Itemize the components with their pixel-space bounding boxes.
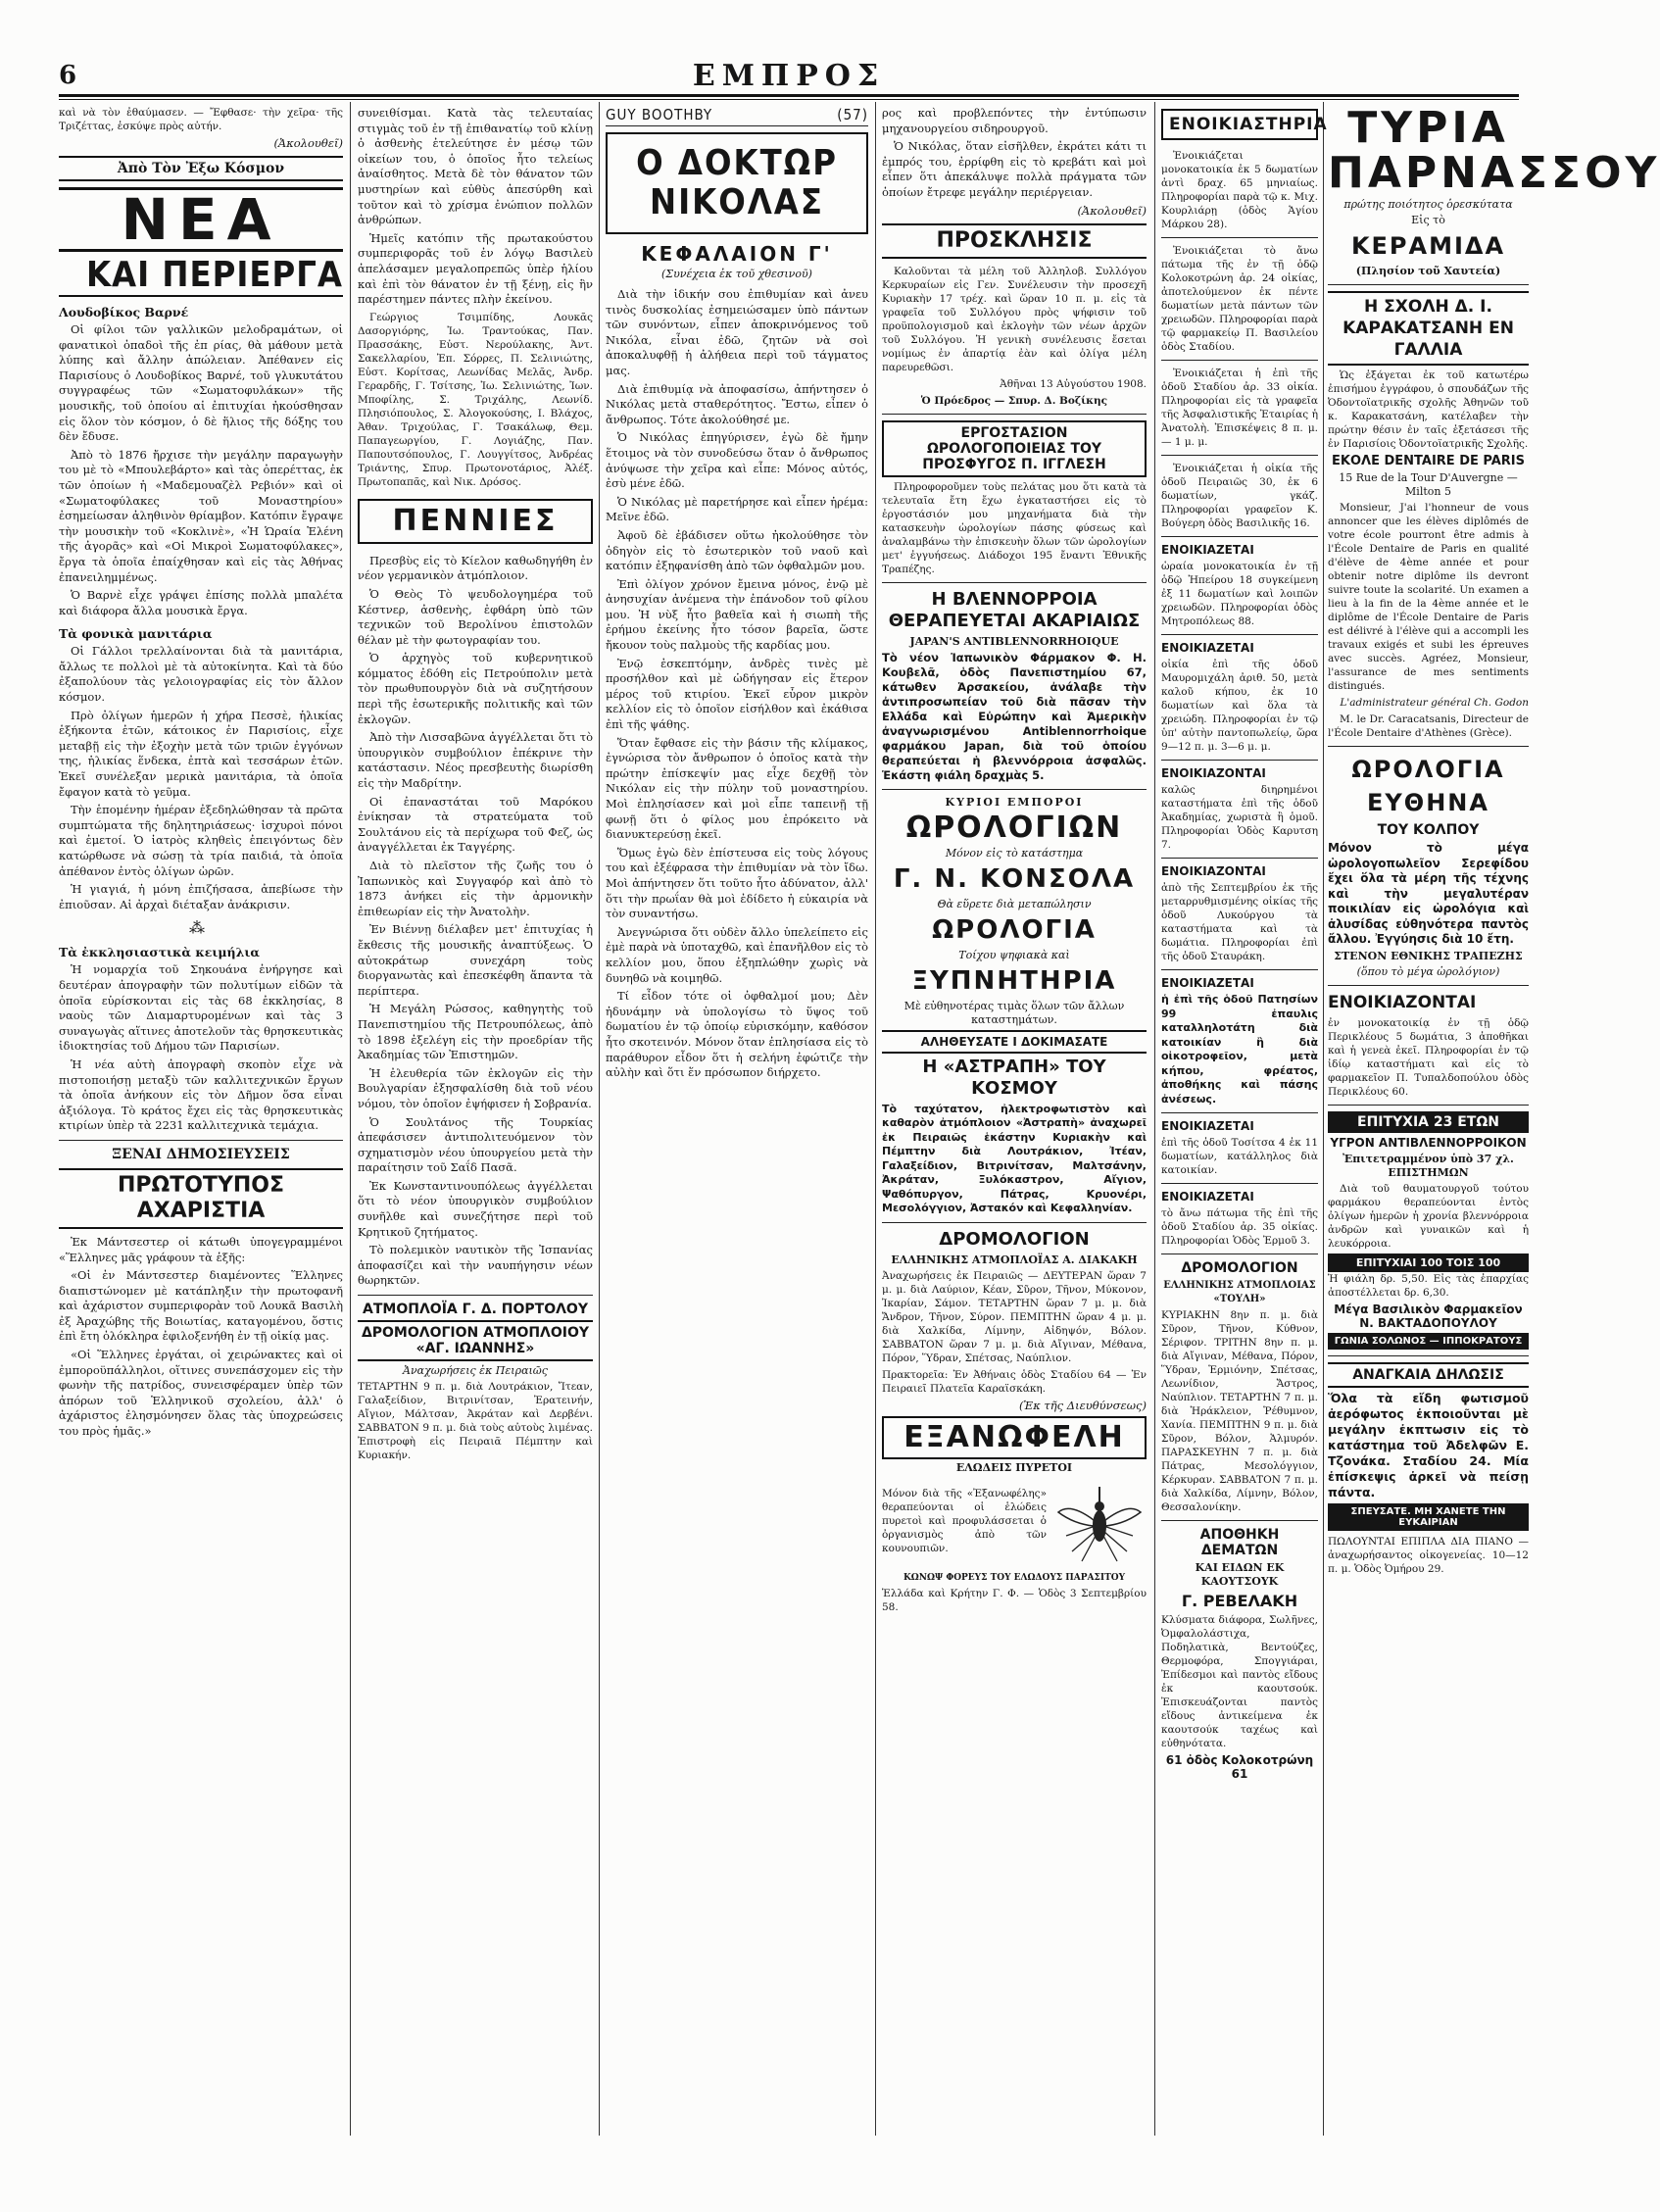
- page-header: [59, 59, 1519, 93]
- ad-note: (ὅπου τὸ μέγα ὡρολόγιον): [1356, 964, 1500, 978]
- ad-footer: ΣΠΕΥΣΑΤΕ. ΜΗ ΧΑΝΕΤΕ ΤΗΝ ΕΥΚΑΙΡΙΑΝ: [1328, 1503, 1529, 1531]
- ad-title: Η ΣΧΟΛΗ Δ. Ι. ΚΑΡΑΚΑΤΣΑΝΗ ΕΝ ΓΑΛΛΙΑ: [1328, 291, 1529, 366]
- rental-heading: ΕΝΟΙΚΙΑΖΕΤΑΙ: [1161, 641, 1254, 655]
- serial-paragraph: Ἐπὶ ὀλίγον χρόνον ἔμεινα μόνος, ἐνῷ μὲ ἀνησυχίαν ἀνέμενα τὴν ἐπάνοδον τοῦ φίλου μου. Ἡ νὺξ ἦτο βαθεῖα καὶ ἡ σιωπὴ τῆς ἐρήμου ἐκείνης ἦτο τόσον βαρεῖα, ὥστε ἤκουον τοὺς παλμοὺς τῆς καρδίας μου.: [606, 576, 868, 653]
- article-title: Τὰ ἐκκλησιαστικὰ κειμήλια: [59, 945, 261, 960]
- ad-price: Ἡ φιάλη δρ. 5,50. Εἰς τὰς ἐπαρχίας ἀποστέλλεται δρ. 6,30.: [1328, 1272, 1529, 1299]
- ad-body: Μὲ εὐθηνοτέρας τιμὰς ὅλων τῶν ἄλλων καταστημάτων.: [903, 999, 1125, 1026]
- serial-paragraph: Ὁ Νικόλας ἐπηγύρισεν, ἐγὼ δὲ ἤμην ἕτοιμος νὰ τὸν συνοδεύσω ὅταν ὁ ἄνθρωπος ἀνύψωσε τὴν χεῖρα καὶ εἶπε: Μόνος αὐτός, ἐσὺ μένε ἐδῶ.: [606, 430, 868, 491]
- column-ads-right: [1328, 103, 1660, 2125]
- ad-title: ΩΡΟΛΟΓΙΑ ΕΥΘΗΝΑ: [1351, 756, 1505, 816]
- rental-listing: Ἐνοικιάζεται ἡ ἐπὶ τῆς ὁδοῦ Σταδίου ἀρ. 33 οἰκία. Πληροφορίαι εἰς τὰ γραφεῖα τῆς Ἀσφαλιστικῆς Ἑταιρίας ἡ Ἀνατολὴ. Ἐπισκέψεις 8 π. μ. — 1 μ. μ.: [1161, 368, 1318, 448]
- ad-kicker: ΚΥΡΙΟΙ ΕΜΠΟΡΟΙ: [945, 795, 1084, 809]
- article-title: Τὰ φονικὰ μανιτάρια: [59, 626, 213, 642]
- rental-listing: ἡ ἐπὶ τῆς ὁδοῦ Πατησίων 99 ἐπαυλις καταλληλοτάτη διὰ κατοικίαν ἢ διὰ οἰκοτροφεῖον, μετὰ κήπου, φρέατος, ἀποθήκης καὶ πάσης ἀνέσεως.: [1161, 993, 1318, 1106]
- rentals-title: ΕΝΟΙΚΙΑΣΤΗΡΙΑ: [1161, 109, 1318, 140]
- ad-caption: ΚΩΝΩΨ ΦΟΡΕΥΣ ΤΟΥ ΕΛΩΔΟΥΣ ΠΑΡΑΣΙΤΟΥ: [903, 1572, 1126, 1583]
- serial-paragraph: Διὰ τὴν ἰδικήν σου ἐπιθυμίαν καὶ ἀνευ τινὸς δυσκολίας ἐσημειώσαμεν ὑπὸ πάντων τῶν συνόντων, εἶπεν ἀποκρινόμενος τοῦ Νικόλα, εἶναι ἐδῶ, ζητῶν νὰ σοὶ ἀποκαλυφθῇ ἡ ἀλήθεια περὶ τοῦ τάγματος μας.: [606, 287, 868, 377]
- news-item: Διὰ τὸ πλεῖστον τῆς ζωῆς του ὁ Ἰαπωνικὸς καὶ Συγγαφόρ καὶ ἀπὸ τὸ 1873 ἀνήκει εἰς τὴν ἀρμονικὴν ἐπιθεωρίαν εἰς τὴν Ἀνατολὴν.: [358, 859, 593, 918]
- ad-footer: ΣΤΕΝΟΝ ΕΘΝΙΚΗΣ ΤΡΑΠΕΖΗΣ: [1334, 949, 1523, 962]
- ad-merchant-name: Γ. Ν. ΚΟΝΣΟΛΑ: [893, 863, 1136, 894]
- chapter-heading: ΚΕΦΑΛΑΙΟΝ Γ': [641, 242, 833, 266]
- article-kicker: ΞΕΝΑΙ ΔΗΜΟΣΙΕΥΣΕΙΣ: [112, 1146, 290, 1162]
- ad-title: ΕΡΓΟΣΤΑΣΙΟΝ ΩΡΟΛΟΓΟΠΟΙΕΙΑΣ ΤΟΥ ΠΡΟΣΦΥΓΟΣ Π. ΙΓΓΛΕΣΗ: [882, 420, 1147, 477]
- ad-subtitle: ΤΟΥ ΚΟΛΠΟΥ: [1377, 822, 1480, 838]
- ad-merchant-name: Γ. ΡΕΒΕΛΑΚΗ: [1181, 1592, 1298, 1610]
- ad-footer: ΑΛΗΘΕΥΣΑΤΕ Ι ΔΟΚΙΜΑΣΑΤΕ: [882, 1030, 1147, 1054]
- ad-note: (Ἐκ τῆς Διευθύνσεως): [1018, 1398, 1147, 1412]
- section-kicker: Ἀπὸ Τὸν Ἐξω Κόσμον: [59, 156, 343, 181]
- divider: [1328, 746, 1529, 747]
- serial-header: [606, 106, 868, 126]
- ad-subtitle: Ἐπιτετραμμένον ὑπὸ 37 χλ. ΕΠΙΣΤΗΜΩΝ: [1343, 1152, 1514, 1179]
- column-rule: [599, 102, 600, 2136]
- ad-line: Θὰ εὕρετε διὰ μεταπώλησιν: [937, 897, 1092, 910]
- rental-listing: Ἐνοικιάζεται ἡ οἰκία τῆς ὁδοῦ Πειραιῶς 30, ἐκ 6 δωματίων, γκάζ. Πληροφορίαι γραφεῖον Κ. Βούγερη ὁδὸς Βασιλικῆς 16.: [1161, 463, 1318, 529]
- ad-subtitle: ΔΡΟΜΟΛΟΓΙΟΝ ΑΤΜΟΠΛΟΙΟΥ «ΑΓ. ΙΩΑΝΝΗΣ»: [358, 1320, 593, 1361]
- ad-product: ΩΡΟΛΟΓΙΑ: [932, 914, 1097, 945]
- ad-line: Τοίχου ψηφιακὰ καὶ: [958, 948, 1070, 961]
- divider: [882, 582, 1147, 583]
- ad-line: Ἀναχωρήσεις ἐκ Πειραιῶς: [403, 1364, 548, 1378]
- news-item: Τὸ πολεμικὸν ναυτικὸν τῆς Ἰσπανίας ἀποφασίζει καὶ τὴν ναυπήγησιν νέων θωρηκτῶν.: [358, 1243, 593, 1288]
- ad-body: Πληροφοροῦμεν τοὺς πελάτας μου ὅτι κατὰ τὰ τελευταῖα ἔτη ἔχω ἐγκαταστήσει εἰς τὸ ἐργοστάσιόν μου μηχανήματα διὰ τὴν κατασκευὴν ὡρολογίων πάσης φύσεως καὶ ἀναλαμβάνω τὴν ἐπισκευὴν ὅλων τῶν ὡρολογίων μετ' ἐγγυήσεως. Διάδοχοι 195 ἔναντι Ἐθνικῆς Τραπέζης.: [882, 480, 1147, 575]
- column-misc: [358, 106, 593, 2125]
- rental-listing: Ἐνοικιάζεται μονοκατοικία ἐκ 5 δωματίων ἀντὶ δραχ. 65 μηνιαίως. Πληροφορίαι παρὰ τῷ κ. Μιχ. Κουρλιάρῃ (ὁδὸς Ἁγίου Μάρκου 28).: [1161, 150, 1318, 230]
- ad-classified: ΠΩΛΟΥΝΤΑΙ ΕΠΙΠΛΑ ΔΙΑ ΠΙΑΝΟ — ἀναχωρήσαντος οἰκογενείας. 10—12 π. μ. Ὁδὸς Ὀμήρου 29.: [1328, 1535, 1529, 1575]
- section-subheadline: ΚΑΙ ΠΕΡΙΕΡΓΑ: [59, 256, 343, 297]
- article-headline: ΠΡΩΤΟΤΥΠΟΣ ΑΧΑΡΙΣΤΙΑ: [59, 1168, 343, 1229]
- ad-subtitle: ΕΛΛΗΝΙΚΗΣ ΑΤΜΟΠΛΟΪΑΣ Α. ΔΙΑΚΑΚΗ: [891, 1253, 1138, 1266]
- news-item: Ὁ Θεὸς Τὸ ψευδολογημέρα τοῦ Κέστνερ, ἀσθενὴς, ἐφθάρη ὑπὸ τῶν τεχνικῶν τοῦ Βερολίνου ἐπιστολῶν θέλαν μὲ τὴν φωτογραφίαν του.: [358, 586, 593, 647]
- ad-product: ΞΥΠΝΗΤΗΡΙΑ: [911, 965, 1117, 996]
- continued-note: (Ἀκολουθεῖ): [1077, 203, 1147, 218]
- ad-merchant-name: ΚΕΡΑΜΙΔΑ: [1350, 232, 1506, 260]
- rental-heading: ΕΝΟΙΚΙΑΖΕΤΑΙ: [1161, 1190, 1254, 1204]
- divider: [1328, 1355, 1529, 1356]
- article-paragraph: «Οἱ ἐν Μάντσεστερ διαμένοντες Ἕλληνες διαπιστώνομεν μὲ κατάπληξιν τὴν πρωτοφανῆ καὶ ἀχάριστον συμπεριφορὰν τοῦ Λουκᾶ Βασιλὴ ἐξ Ἀραχώβης τῆς Βοιωτίας, καταγομένου, ὅστις ἐπὶ ἔτη ὁλόκληρα ἐφιλοξενήθη ἐν τῇ οἰκίᾳ μας.: [59, 1268, 343, 1344]
- article-paragraph: Πρὸ ὀλίγων ἡμερῶν ἡ χήρα Πεσσὲ, ἡλικίας ἑξήκοντα ἐτῶν, κάτοικος ἐν Παρισίοις, εἶχε μεταβῇ εἰς τὴν ἐξοχὴν μετὰ τῶν τριῶν ἐγγόνων της, ἡλικίας ἕνδεκα, ἐπτὰ καὶ τεσσάρων ἐτῶν. Ἐκεῖ συνέλεξαν μερικὰ μανιτάρια, τὰ ὁποῖα ἔφαγον κατὰ τὸ γεῦμα.: [59, 708, 343, 799]
- ad-subtitle: ΚΑΙ ΕΙΔΩΝ ΕΚ ΚΑΟΥΤΣΟΥΚ: [1195, 1561, 1285, 1588]
- serial-paragraph: Ὅμως ἐγὼ δὲν ἐπίστευσα εἰς τοὺς λόγους του καὶ ἐξέφρασα τὴν ἐπιθυμίαν νὰ τὸν ἴδω. Μοὶ ἀπήντησεν ὅτι τοῦτο ἦτο ἀδύνατον, ἀλλ' ὅτι τὴν πρωΐαν θὰ μοὶ ἐδίδετο ἡ εὐκαιρία νὰ τὸν συναντήσω.: [606, 845, 868, 921]
- news-item: Ἀπὸ τὴν Λισσαβῶνα ἀγγέλλεται ὅτι τὸ ὑπουργικὸν συμβούλιον ἐπέκρινε τὴν κατάστασιν. Νέος πρεσβευτὴς διωρίσθη εἰς τὴν Μαδρίτην.: [358, 730, 593, 791]
- ad-body: Κλύσματα διάφορα, Σωλῆνες, Ὀμφαλολάστιχα, Ποδηλατικὰ, Βεντούζες, Θερμοφόρα, Σπογγιάραι, Ἐπίδεσμοι καὶ παντὸς εἴδους ἐκ καουτσούκ. Ἐπισκευάζονται παντὸς εἴδους ἀντικείμενα ἐκ καουτσούκ ταχέως καὶ εὐθηνότατα.: [1161, 1614, 1318, 1749]
- ad-body: ἐν μονοκατοικίᾳ ἐν τῇ ὁδῷ Περικλέους 5 δωμάτια, 3 ἀποθῆκαι καὶ ἡ γενεὰ ἐκεῖ. Πληροφορίαι ἐν τῷ ἰδίῳ καταστήματι καὶ εἰς τὸ φαρμακεῖον Π. Τυπαλδοπούλου ὁδὸς Περικλέους 60.: [1328, 1016, 1529, 1098]
- page-number: 6: [59, 61, 77, 90]
- ad-title: ΤΥΡΙΑ ΠΑΡΝΑΣΣΟΥ: [1328, 103, 1660, 198]
- divider: [1328, 1105, 1529, 1106]
- article-paragraph: Ἀπὸ τὸ 1876 ἤρχισε τὴν μεγάλην παραγωγὴν του μὲ τὸ «Μπουλεβάρτο» καὶ τὰς ὀπερέττας, ἐκ τῶν ὁποίων ἡ «Μαδεμουαζὲλ Ρεβιόν» καὶ οἱ «Σωματοφύλακες τοῦ Μοναστηρίου» ἐσημείωσαν ἀληθινὸν θρίαμβον. Κατόπιν ἔγραψε τὴν μουσικὴν τοῦ «Κοκλινὲ», «Ἡ Ὡραία Ἑλένη τῆς ἀγορᾶς» καὶ «Οἱ Μικροὶ Σωματοφύλακες», ἔργα τὰ ὁποῖα ἐπαίχθησαν καὶ εἰς τὰς Ἀθήνας ἐπανειλημμένως.: [59, 447, 343, 584]
- news-item: Ἐκ Κωνσταντινουπόλεως ἀγγέλλεται ὅτι τὸ νέον ὑπουργικὸν συμβούλιον συνῆλθε καὶ συνεζήτησε περὶ τοῦ Κρητικοῦ ζητήματος.: [358, 1178, 593, 1239]
- news-item: Ἡ ἐλευθερία τῶν ἐκλογῶν εἰς τὴν Βουλγαρίαν ἐξησφαλίσθη διὰ τοῦ νέου νόμου, τὸν ὁποῖον ἐψήφισεν ἡ Σοβρανία.: [358, 1065, 593, 1110]
- ad-body: Μόνον τὸ μέγα ὡρολογοπωλεῖον Σερεφίδου ἔχει ὅλα τὰ μέρη τῆς τέχνης καὶ τὴν μεγαλυτέραν ποικιλίαν εἰς ὡρολόγια καὶ ἀλυσίδας εὐθηνότερα παντὸς ἄλλου. Ἐγγύησις διὰ 10 ἔτη.: [1328, 841, 1529, 946]
- ad-title: ΑΤΜΟΠΛΟΪΑ Γ. Δ. ΠΟΡΤΟΛΟΥ: [363, 1302, 588, 1318]
- serial-paragraph: Ἐνῷ ἐσκεπτόμην, ἀνδρὲς τινὲς μὲ προσήλθον καὶ μὲ ὡδήγησαν εἰς ἕτερον μέρος τοῦ κτιρίου. Ἐκεῖ εὗρον μικρὸν κελλίον εἰς τὸ ὁποῖον εἰσήλθον καὶ ἐκάθισα ἐπὶ τῆς ψάθης.: [606, 656, 868, 732]
- serial-instalment: (57): [837, 106, 868, 123]
- news-item: Ὁ ἀρχηγὸς τοῦ κυβερνητικοῦ κόμματος ἐδόθη εἰς Πετρούπολιν μετὰ τὸν πρωθυπουργὸν διὰ νὰ συζητήσουν περὶ τῆς ἐσωτερικῆς πολιτικῆς καὶ τῶν ἐκλογῶν.: [358, 651, 593, 726]
- ad-note: (Πλησίον τοῦ Χαυτεία): [1355, 265, 1501, 277]
- divider: [1161, 634, 1318, 635]
- ad-line: Μόνον εἰς τὸ κατάστημα: [945, 846, 1084, 860]
- rental-heading: ΕΝΟΙΚΙΑΖΕΤΑΙ: [1161, 543, 1254, 557]
- column-serial: [606, 106, 868, 2125]
- serial-title: Ο ΔΟΚΤΩΡ ΝΙΚΟΛΑΣ: [606, 132, 868, 234]
- ad-footer: Πρακτορεῖα: Ἐν Ἀθήναις ὁδὸς Σταδίου 64 — Ἐν Πειραιεῖ Πλατεῖα Καραϊσκάκη.: [882, 1368, 1147, 1395]
- column-rentals: [1161, 106, 1328, 2125]
- divider: [1161, 969, 1318, 970]
- signature-list: Γεώργιος Τσιμπίδης, Λουκᾶς Δασοργιόρης, Ἰω. Τραντούκας, Παν. Πρασσάκης, Εὐστ. Νερούλακης, Ἀντ. Σακελλαρίου, Ἐπ. Σόρρες, Π. Σελινιώτης, Εὐστ. Κορίτσας, Λεωνίδας Μελᾶς, Ἀνδρ. Γεραρδῆς, Γ. Τσίτσης, Ἰω. Σελινιώτης, Ἰων. Μποφίλης, Σ. Τριχάλης, Λεωνίδ. Πλησιόπουλος, Σ. Ἀλογοκούσης, Ι. Βλάχος, Ἀθαν. Τριχούλας, Γ. Τσακάλωφ, Θεμ. Παπαγεωργίου, Γ. Λογιάζης, Παν. Παπουτσόπουλος, Γ. Λουγγίτσος, Ἀνδρέας Τριάντης, Σπυρ. Πρωτονοτάριος, Ἀλέξ. Πρωτοπαπᾶς, καὶ Νικ. Δρόσος.: [358, 311, 593, 488]
- ad-line: 15 Rue de la Tour D'Auvergne — Milton 5: [1339, 471, 1518, 498]
- serial-paragraph: Ὁ Νικόλας μὲ παρετήρησε καὶ εἶπεν ἠρέμα: Μεῖνε ἐδῶ.: [606, 494, 868, 524]
- serial-paragraph: Ὁ Νικόλας, ὅταν εἰσῆλθεν, ἐκράτει κάτι τι ἐμπρός του, ἐρρίφθη εἰς τὸ κρεβάτι καὶ μοὶ εἶπεν ὅτι ἀπεκάλυψε πολλὰ πράγματα τῶν ὁποίων ἔτρεφε μεγάλην περιέργειαν.: [882, 139, 1147, 199]
- ad-recipient: M. le Dr. Caracatsanis, Directeur de l'École Dentaire d'Athènes (Grèce).: [1328, 713, 1529, 739]
- ad-subtitle: JAPAN'S ANTIBLENNORRHOIQUE: [909, 634, 1119, 648]
- rental-listing: ἀπὸ τῆς Σεπτεμβρίου ἐκ τῆς μεταρρυθμισμένης οἰκίας τῆς ὁδοῦ Λυκούργου τὰ καταστήματα καὶ τὰ δωμάτια. Πληροφορίαι ἐπὶ τῆς ὁδοῦ Σταυράκη.: [1161, 882, 1318, 962]
- article-paragraph: Ἡ νέα αὐτὴ ἀπογραφὴ σκοπὸν εἶχε νὰ πιστοποιήσῃ μεταξὺ τῶν καλλιτεχνικῶν ἔργων τὰ ὁποῖα ἀνήκουν εἰς τὸν Δῆμον ὅσα εἶναι ἀξιόλογα. Τὸ κράτος ἔχει εἰς τὰς θρησκευτικὰς κτιρίων ὑπὲρ τὰ 2231 καλλιτεχνικὰ τεμάχια.: [59, 1057, 343, 1133]
- article-paragraph: Ἡ γιαγιά, ἡ μόνη ἐπιζήσασα, ἀπεβίωσε τὴν ἐπιοῦσαν. Αἱ ἀρχαὶ διέταξαν ἀνάκρισιν.: [59, 882, 343, 911]
- ad-footer: 61 ὁδὸς Κολοκοτρώνη 61: [1165, 1753, 1314, 1781]
- divider: [1328, 284, 1529, 285]
- ad-body: Διὰ τοῦ θαυματουργοῦ τούτου φαρμάκου θεραπεύονται ἐντὸς ὀλίγων ἡμερῶν ἡ χρονία βλεννόρροια ἀνδρῶν καὶ γυναικῶν καὶ ἡ λευκόρροια.: [1328, 1182, 1529, 1250]
- divider: [1161, 455, 1318, 456]
- ad-title: ΑΠΟΘΗΚΗ ΔΕΜΑΤΩΝ: [1199, 1527, 1280, 1558]
- rental-listing: Ἐνοικιάζεται τὸ ἄνω πάτωμα τῆς ἐν τῇ ὁδῷ Κολοκοτρώνη ἀρ. 24 οἰκίας, ἀποτελούμενον ἐκ πέντε δωματίων μετὰ πάντων τῶν χρειωδῶν. Πληροφορίαι παρὰ τῷ φαρμακείῳ Π. Βασιλείου ὁδὸς Σταδίου.: [1161, 245, 1318, 353]
- continued-note: (Συνέχεια ἐκ τοῦ χθεσινοῦ): [661, 268, 812, 280]
- serial-author: GUY BOOTHBY: [606, 106, 713, 123]
- ad-letter: Monsieur, J'ai l'honneur de vous annoncer que les élèves diplômés de votre école pourront être admis à l'École Dentaire de Paris en qualité d'élève de 4ème année et pour obtenir notre diplôme ils devront suivre toute la scolarité. Un examen a lieu à la fin de la 4ème année et le diplôme de l'École Dentaire de Paris est délivré à l'élève qui a accompli les travaux exigés et subi les épreuves avec succès. Agréez, Monsieur, l'assurance de mes sentiments distingués.: [1328, 502, 1529, 692]
- news-item: Ὁ Σουλτάνος τῆς Τουρκίας ἀπεφάσισεν ἀντιπολιτευόμενον τὸν σχηματισμὸν νέου ὑπουργείου μετὰ τὴν παραίτησιν τοῦ Σαΐδ Πασᾶ.: [358, 1114, 593, 1175]
- column-rule: [1323, 102, 1324, 2136]
- ad-school-name: ΕΚΟΛΕ DENTAIRE DE PARIS: [1332, 454, 1525, 468]
- ad-title: ΔΡΟΜΟΛΟΓΙΟΝ: [1181, 1260, 1298, 1276]
- serial-paragraph: Ἀνεγνώρισα ὅτι οὐδὲν ἄλλο ὑπελείπετο εἰς ἐμὲ παρὰ νὰ ὑποταχθῶ, καὶ ἐπανῆλθον εἰς τὸ κελλίον μου, ὅπου ἐξηπλώθην χωρὶς νὰ δυνηθῶ νὰ κοιμηθῶ.: [606, 924, 868, 985]
- column-rule: [350, 102, 351, 2136]
- ad-title: ΑΝΑΓΚΑΙΑ ΔΗΛΩΣΙΣ: [1328, 1362, 1529, 1388]
- divider: [1161, 237, 1318, 238]
- ad-address: ΓΩΝΙΑ ΣΟΛΩΝΟΣ — ΙΠΠΟΚΡΑΤΟΥΣ: [1328, 1333, 1529, 1350]
- ornament-divider: ⁂: [189, 918, 213, 938]
- ad-banner: ΕΠΙΤΥΧΙΑΙ 100 ΤΟΙΣ 100: [1328, 1253, 1529, 1272]
- newspaper-masthead: ΕΜΠΡΟΣ: [692, 59, 886, 93]
- ad-subtitle: ΕΛΛΗΝΙΚΗΣ ΑΤΜΟΠΛΟΙΑΣ «ΤΟΥΛΗ»: [1163, 1280, 1316, 1304]
- ad-merchant-name: Μέγα Βασιλικὸν Φαρμακεῖον Ν. ΒΑΚΤΑΔΟΠΟΥΛΟΥ: [1334, 1302, 1523, 1330]
- ad-line: Εἰς τὸ: [1411, 214, 1445, 226]
- section-headline: ΠΕΝΝΙΕΣ: [358, 499, 593, 544]
- rental-heading: ΕΝΟΙΚΙΑΖΟΝΤΑΙ: [1161, 766, 1266, 780]
- ad-body: Ὡς ἐξάγεται ἐκ τοῦ κατωτέρω ἐπισήμου ἐγγράφου, ὁ σπουδάζων τῆς Ὀδοντοϊατρικῆς σχολῆς Ἀθηνῶν τοῦ κ. Καρακατσάνη, κατέλαβεν τὴν πρώτην θέσιν ἐν ταῖς ἐξετάσεσι τῆς ἐν Παρισίοις Ὀδοντοϊατρικῆς Σχολῆς.: [1328, 369, 1529, 450]
- article-title: Λουδοβίκος Βαρνέ: [59, 305, 189, 320]
- ad-footer: Ἑλλάδα καὶ Κρήτην Γ. Φ. — Ὁδὸς 3 Σεπτεμβρίου 58.: [882, 1587, 1147, 1613]
- ad-subtitle: πρώτης ποιότητος ὁρεσκύτατα: [1343, 198, 1513, 211]
- divider: [1328, 985, 1529, 986]
- ad-body: ΤΕΤΑΡΤΗΝ 9 π. μ. διὰ Λουτράκιον, Ἴτεαν, Γαλαξείδιον, Βιτρινίτσαν, Ἐρατεινήν, Αἴγιον, Μάλτσαν, Ἀκράταν καὶ Δερβένι. ΣΑΒΒΑΤΟΝ 9 π. μ. διὰ τοὺς αὐτοὺς λιμένας. Ἐπιστροφὴ εἰς Πειραιᾶ Πέμπτην καὶ Κυριακήν.: [358, 1381, 593, 1462]
- notice-date: Ἀθῆναι 13 Αὐγούστου 1908.: [1000, 377, 1147, 390]
- news-item: Ἐν Βιέννῃ διέλαβεν μετ' ἐπιτυχίας ἡ ἔκθεσις τῆς μουσικῆς ἀναπτύξεως. Ὁ αὐτοκράτωρ συνεχάρη τοὺς διοργανωτὰς καὶ ἐπεσκέφθη ἅπαντα τὰ περίπτερα.: [358, 922, 593, 998]
- divider: [59, 1140, 343, 1141]
- mosquito-icon: [1052, 1483, 1147, 1563]
- divider: [1161, 536, 1318, 537]
- article-paragraph: Ἡ νομαρχία τοῦ Σηκουάνα ἐνήργησε καὶ δευτέραν ἀπογραφὴν τῶν πολυτίμων εἰδῶν τὰ ὁποῖα εὑρίσκονται εἰς τὰς 68 ἐκκλησίας, 8 ναοὺς τῶν Διαμαρτυρομένων καὶ τὰς 3 συναγωγὰς αἵτινες ἀποτελοῦν τὰς θρησκευτικὰς ἰδιοκτησίας τοῦ Δήμου τῶν Παρισίων.: [59, 962, 343, 1054]
- divider: [1161, 360, 1318, 361]
- notice-body: Καλοῦνται τὰ μέλη τοῦ Ἀλληλοβ. Συλλόγου Κερκυραίων εἰς Γεν. Συνέλευσιν τὴν προσεχῆ Κυριακὴν 17 τρέχ. καὶ ὥραν 10 π. μ. εἰς τὰ γραφεῖα τοῦ Συλλόγου πρὸς ψήφισιν τοῦ προϋπολογισμοῦ καὶ ἐκλογὴν τῶν νέων ἀρχῶν τοῦ Συλλόγου. Ἡ γενικὴ συνέλευσις ἔσεται νομίμως ἐν ἀπαρτίᾳ ἐὰν καὶ ὀλίγα μέλη παρευρεθῶσι.: [882, 265, 1147, 373]
- article-paragraph: Οἱ φίλοι τῶν γαλλικῶν μελοδραμάτων, οἱ φανατικοὶ ὀπαδοὶ τῆς ἐπ ρίας, θὰ μάθουν μετὰ λύπης καὶ ἄλλην ἀπώλειαν. Ἀπέθανεν εἰς Παρισίους ὁ Λουδοβίκος Βαρνέ, τοῦ γλυκυτάτου συγγραφέως τῶν «Σωματοφυλάκων» τῆς μουσικῆς, τοῦ ὁποίου αἱ ἐπιτυχίαι ἠκούσθησαν εἰς ὅλον τὸν κόσμον, ὁ δὲ ἥλιος τῆς δόξης του δὲν ἔδυσε.: [59, 322, 343, 444]
- rental-heading: ΕΝΟΙΚΙΑΖΟΝΤΑΙ: [1161, 864, 1266, 878]
- rental-heading: ΕΝΟΙΚΙΑΖΕΤΑΙ: [1161, 1119, 1254, 1133]
- article-paragraph: «Οἱ Ἕλληνες ἐργάται, οἱ χειρώνακτες καὶ οἱ ἐμποροϋπάλληλοι, οἵτινες συνεπάσχομεν εἰς τὴν φωνὴν τῆς πατρίδος, συνεισφέραμεν ὑπὲρ τῶν ἀπόρων τοῦ Ἑλληνικοῦ σχολείου, ἀλλ' ὁ ἀχάριστος ἐλησμόνησεν ὅλας τὰς ὑποχρεώσεις του πρὸς ἡμᾶς.»: [59, 1348, 343, 1439]
- serial-paragraph: ρος καὶ προβλεπόντες τὴν ἐντύπωσιν μηχανουργείου σιδηρουργοῦ.: [882, 106, 1147, 135]
- ad-body: Ὅλα τὰ εἴδη φωτισμοῦ ἀερόφωτος ἐκποιοῦνται μὲ μεγάλην ἐκπτωσιν εἰς τὸ κατάστημα τοῦ Ἀδελφῶν Ε. Τζονάκα. Σταδίου 24. Μία ἐπίσκεψις ἀρκεῖ νὰ πείσῃ πάντα.: [1328, 1390, 1529, 1499]
- ad-title: ΕΝΟΙΚΙΑΖΟΝΤΑΙ: [1328, 992, 1477, 1012]
- serial-paragraph: Διὰ ἐπιθυμίᾳ νὰ ἀποφασίσω, ἀπήντησεν ὁ Νικόλας μετὰ σταθερότητος. Ἔστω, εἶπεν ὁ ἄνθρωπος. Τότε ἀκολούθησέ με.: [606, 381, 868, 426]
- divider: [1161, 1520, 1318, 1521]
- header-rule: [59, 94, 1519, 100]
- ad-signature: L'administrateur général Ch. Godon: [1340, 697, 1529, 709]
- continued-note: (Ἀκολουθεῖ): [273, 136, 343, 150]
- divider: [882, 1222, 1147, 1223]
- article-paragraph: Ἡμεῖς κατόπιν τῆς πρωτακούστου συμπεριφορᾶς τοῦ ἐν λόγῳ Βασιλεὺ ἀπελάσαμεν μεγαλοπρεπῶς ὑπὲρ ἡλίου καὶ ἐπὶ τὸν θάνατον ἐν τῇ ξένῃ, εἰς ἣν παρέστημεν πάντες πλὴν ἐκείνου.: [358, 230, 593, 307]
- ad-product: ΥΓΡΟΝ ΑΝΤΙΒΛΕΝΝΟΡΡΟΙΚΟΝ: [1330, 1135, 1527, 1150]
- column-rule: [875, 102, 876, 2136]
- divider: [1161, 1183, 1318, 1184]
- section-headline: ΝΕΑ: [59, 187, 343, 252]
- divider: [1161, 858, 1318, 859]
- article-paragraph: Τὴν ἑπομένην ἡμέραν ἐξεδηλώθησαν τὰ πρῶτα συμπτώματα τῆς δηλητηριάσεως· ἰσχυροὶ πόνοι καὶ ἐμετοί. Ὁ ἰατρὸς κληθεὶς ἐπειγόντως δὲν κατώρθωσε νὰ σώσῃ τὰ τρία παιδιά, τὰ ὁποῖα ἀπέθανον ἐντὸς ὀλίγων ὡρῶν.: [59, 803, 343, 878]
- serial-paragraph: Ὅταν ἔφθασε εἰς τὴν βάσιν τῆς κλίμακος, ἐγνώρισα τὸν ἄνθρωπον ὁ ὁποῖος κατὰ τὴν πρώτην ἐπίσκεψίν μας εἶχε δεχθῇ τὸν Νικόλαν εἰς τὴν πύλην τοῦ μοναστηρίου. Μοὶ ἐπλησίασεν καὶ μοὶ εἶπε ταπεινῇ τῇ φωνῇ ὅτι ὁ φίλος μου ἐπρόκειτο νὰ διανυκτερεύσῃ ἐκεῖ.: [606, 735, 868, 842]
- divider: [1161, 1112, 1318, 1113]
- article-continuation: καὶ νὰ τὸν ἐθαύμασεν. — Ἔφθασε· τὴν χεῖρα· τῆς Τριζέττας, ἐσκύψε πρὸς αὐτήν.: [59, 107, 343, 132]
- article-paragraph: συνειθίσμαι. Κατὰ τὰς τελευταίας στιγμὰς τοῦ ἐν τῇ ἐπιθανατίῳ τοῦ κλίνῃ ὁ ἀσθενὴς ἐτελεύτησε ἐν μέσῳ τῶν οἰκείων του, ὁ ὁποῖος ἦτο τελείως ἀναίσθητος. Μετὰ δὲ τὸν θάνατον τῶν μυστηρίων καὶ εὐθὺς ἀπεσύρθη καὶ τοῦτον καὶ τὸ χρίσμα ἐνώπιον πολλῶν ἀνθρώπων.: [358, 106, 593, 227]
- news-item: Πρεσβὺς εἰς τὸ Κίελον καθωδηγήθη ἐν νέον γερμανικὸν ἀτμόπλοιον.: [358, 553, 593, 583]
- divider: [882, 789, 1147, 790]
- news-item: Οἱ ἐπαναστάται τοῦ Μαρόκου ἐνίκησαν τὰ στρατεύματα τοῦ Σουλτάνου εἰς τὰ περίχωρα τοῦ Φεζ, ὡς ἀναγγέλλεται ἐκ Ταγγέρης.: [358, 794, 593, 855]
- column-rule: [1154, 102, 1155, 2136]
- ad-title: ΩΡΟΛΟΓΙΩΝ: [905, 810, 1123, 845]
- serial-paragraph: Ἀφοῦ δὲ ἐβάδισεν οὕτω ἠκολούθησε τὸν ὁδηγὸν εἰς τὸ ἐσωτερικὸν τοῦ ναοῦ καὶ κατόπιν ἐξηφανίσθη ἀπὸ τῶν ὀφθαλμῶν μου.: [606, 527, 868, 573]
- divider: [358, 1295, 593, 1296]
- article-paragraph: Οἱ Γάλλοι τρελλαίνονται διὰ τὰ μανιτάρια, ἄλλως τε πολλοὶ μὲ τὰ αὐτοκίνητα. Καὶ τὰ δύο ἐξαπολύουν τὰς γελοιογραφίας εἰς τὸν ἄλλον κόσμον.: [59, 644, 343, 705]
- article-paragraph: Ἐκ Μάντσεστερ οἱ κάτωθι ὑπογεγραμμένοι «Ἕλληνες μᾶς γράφουν τὰ ἑξῆς:: [59, 1234, 343, 1264]
- news-item: Ἡ Μεγάλη Ρώσσος, καθηγητὴς τοῦ Πανεπιστημίου τῆς Πετρουπόλεως, ἀπὸ τὸ 1898 ἐξελέγη εἰς τὴν προεδρίαν τῆς Ἀκαδημίας τῶν Ἐπιστημῶν.: [358, 1002, 593, 1062]
- rental-listing: ὡραία μονοκατοικία ἐν τῇ ὁδῷ Ἠπείρου 18 συγκείμενη ἐξ 11 δωματίων καὶ λοιπῶν χρειωδῶν. Πληροφορίαι ὁδὸς Μητροπόλεως 88.: [1161, 561, 1318, 627]
- ad-title: Η «ΑΣΤΡΑΠΗ» ΤΟΥ ΚΟΣΜΟΥ: [922, 1056, 1106, 1099]
- rental-listing: καλῶς διηρημένοι καταστήματα ἐπὶ τῆς ὁδοῦ Ἀκαδημίας, χωριστὰ ἢ ὁμοῦ. Πληροφορίαι Ὁδὸς Καρυτση 7.: [1161, 784, 1318, 851]
- ad-body: Τὸ ταχύτατον, ἠλεκτροφωτιστὸν καὶ καθαρὸν ἀτμόπλοιον «Ἀστραπὴ» ἀναχωρεῖ ἐκ Πειραιῶς ἑκάστην Κυριακὴν καὶ Πέμπτην διὰ Λουτράκιον, Ἰτέαν, Γαλαξείδιον, Βιτρινίτσαν, Μαλτσάνην, Ἀκράταν, Ξυλόκαστρον, Αἴγιον, Ψαθόπυργον, Πάτρας, Κρυονέρι, Μεσολόγγιον, Ἀστακόν καὶ Κεφαλληνίαν.: [882, 1102, 1147, 1215]
- ad-body: Μόνον διὰ τῆς «Ἐξανωφέλης» θεραπεύονται οἱ ἑλώδεις πυρετοὶ καὶ προφυλάσσεται ὁ ὀργανισμὸς ἀπὸ τῶν κουνουπιῶν.: [882, 1488, 1047, 1555]
- ad-subtitle: ΕΛΩΔΕΙΣ ΠΥΡΕΤΟΙ: [955, 1460, 1073, 1474]
- notice-title: ΠΡΟΣΚΛΗΣΙΣ: [882, 223, 1147, 259]
- ad-body: Ἀναχωρήσεις ἐκ Πειραιῶς — ΔΕΥΤΕΡΑΝ ὥραν 7 μ. μ. διὰ Λαύριον, Κέαν, Σῦρον, Τῆνον, Μύκονον, Ἰκαρίαν, Σάμον. ΤΕΤΑΡΤΗΝ ὥραν 7 μ. μ. διὰ Ἄνδρον, Τῆνον, Σύρον. ΠΕΜΠΤΗΝ ὥραν 4 μ. μ. διὰ Χαλκίδα, Λίμνην, Αἰδηψόν, Βόλον. ΣΑΒΒΑΤΟΝ ὥραν 7 μ. μ. διὰ Αἴγιναν, Μέθανα, Πόρον, Ὕδραν, Σπέτσας, Ναύπλιον.: [882, 1269, 1147, 1364]
- divider: [1161, 760, 1318, 761]
- divider: [882, 414, 1147, 415]
- serial-paragraph: Τί εἶδον τότε οἱ ὀφθαλμοί μου; Δὲν ἠδυνάμην νὰ ὑπολογίσω τὸ ὕψος τοῦ δωματίου ἐν τῷ ὁποίῳ εὑρισκόμην, καθόσον ἦτο σκοτεινόν. Μόνον ὅταν ἐπλησίασα εἰς τὸ παράθυρον εἶδον ὅτι ἡ σελήνη ἐφώτιζε τὴν αὐλὴν καὶ ὅτι ἕν πρόσωπον διήρχετο.: [606, 989, 868, 1080]
- ad-title: ΔΡΟΜΟΛΟΓΙΟΝ: [939, 1228, 1090, 1250]
- article-paragraph: Ὁ Βαρνὲ εἶχε γράψει ἐπίσης πολλὰ μπαλέτα καὶ διάφορα ἄλλα μουσικὰ ἔργα.: [59, 588, 343, 617]
- ad-title: ΕΠΙΤΥΧΙΑ 23 ΕΤΩΝ: [1328, 1111, 1529, 1133]
- rental-heading: ΕΝΟΙΚΙΑΖΕΤΑΙ: [1161, 976, 1254, 990]
- ad-body: Τὸ νέον Ἰαπωνικὸν Φάρμακον Φ. Η. Κουβελᾶ, ὁδὸς Πανεπιστημίου 67, κάτωθεν Ἀρσακείου, ἀνάλαβε τὴν ἀντιπροσωπείαν τοῦ διὰ πᾶσαν τὴν Ελλάδα καὶ Εὐρώπην καὶ Ἀμερικὴν ἀναγνωρισμένου Antiblennorrhoique φαρμάκου Japan, διὰ τοῦ ὁποίου θεραπεύεται ἡ βλεννόρροια ἀσφαλῶς. Ἐκάστη φιάλη δραχμὰς 5.: [882, 650, 1147, 782]
- ad-title: ΕΞΑΝΩΦΕΛΗ: [882, 1416, 1147, 1459]
- divider: [1161, 1253, 1318, 1254]
- ad-body: ΚΥΡΙΑΚΗΝ 8ην π. μ. διὰ Σῦρον, Τῆνον, Κύθνον, Σέριφον. ΤΡΙΤΗΝ 8ην π. μ. διὰ Αἴγιναν, Μέθανα, Πόρον, Ὕδραν, Ἑρμιόνην, Σπέτσας, Λεωνίδιον, Ἄστρος, Ναύπλιον. ΤΕΤΑΡΤΗΝ 7 π. μ. διὰ Ἡράκλειον, Ῥέθυμνον, Χανία. ΠΕΜΠΤΗΝ 9 π. μ. διὰ Σῦρον, Βόλον, Ἁλμυρόν. ΠΑΡΑΣΚΕΥΗΝ 7 π. μ. διὰ Πάτρας, Μεσολόγγιον, Κέρκυραν. ΣΑΒΒΑΤΟΝ 7 π. μ. διὰ Χαλκίδα, Λίμνην, Βόλον, Θεσσαλονίκην.: [1161, 1309, 1318, 1513]
- rental-listing: τὸ ἄνω πάτωμα τῆς ἐπὶ τῆς ὁδοῦ Σταδίου ἀρ. 35 οἰκίας. Πληροφορίαι Ὁδὸς Ἐρμοῦ 3.: [1161, 1207, 1318, 1247]
- column-news: [59, 106, 343, 2125]
- rental-listing: ἐπὶ τῆς ὁδοῦ Τοσίτσα 4 ἐκ 11 δωματίων, κατάλληλος διὰ κατοικίαν.: [1161, 1137, 1318, 1176]
- ad-title: Η ΒΛΕΝΝΟΡΡΟΙΑ ΘΕΡΑΠΕΥΕΤΑΙ ΑΚΑΡΙΑΙΩΣ: [888, 588, 1141, 631]
- rental-listing: οἰκία ἐπὶ τῆς ὁδοῦ Μαυρομιχάλη ἀριθ. 50, μετὰ καλοῦ κήπου, ἐκ 10 δωματίων καὶ ὅλα τὰ χρειώδη. Πληροφορίαι ἐν τῷ ὑπ' αὐτὴν παντοπωλείῳ, ὥρα 9—12 π. μ. 3—6 μ. μ.: [1161, 659, 1318, 753]
- column-ads: [882, 106, 1147, 2125]
- notice-signature: Ὁ Πρόεδρος — Σπυρ. Δ. Βοζίκης: [920, 394, 1108, 407]
